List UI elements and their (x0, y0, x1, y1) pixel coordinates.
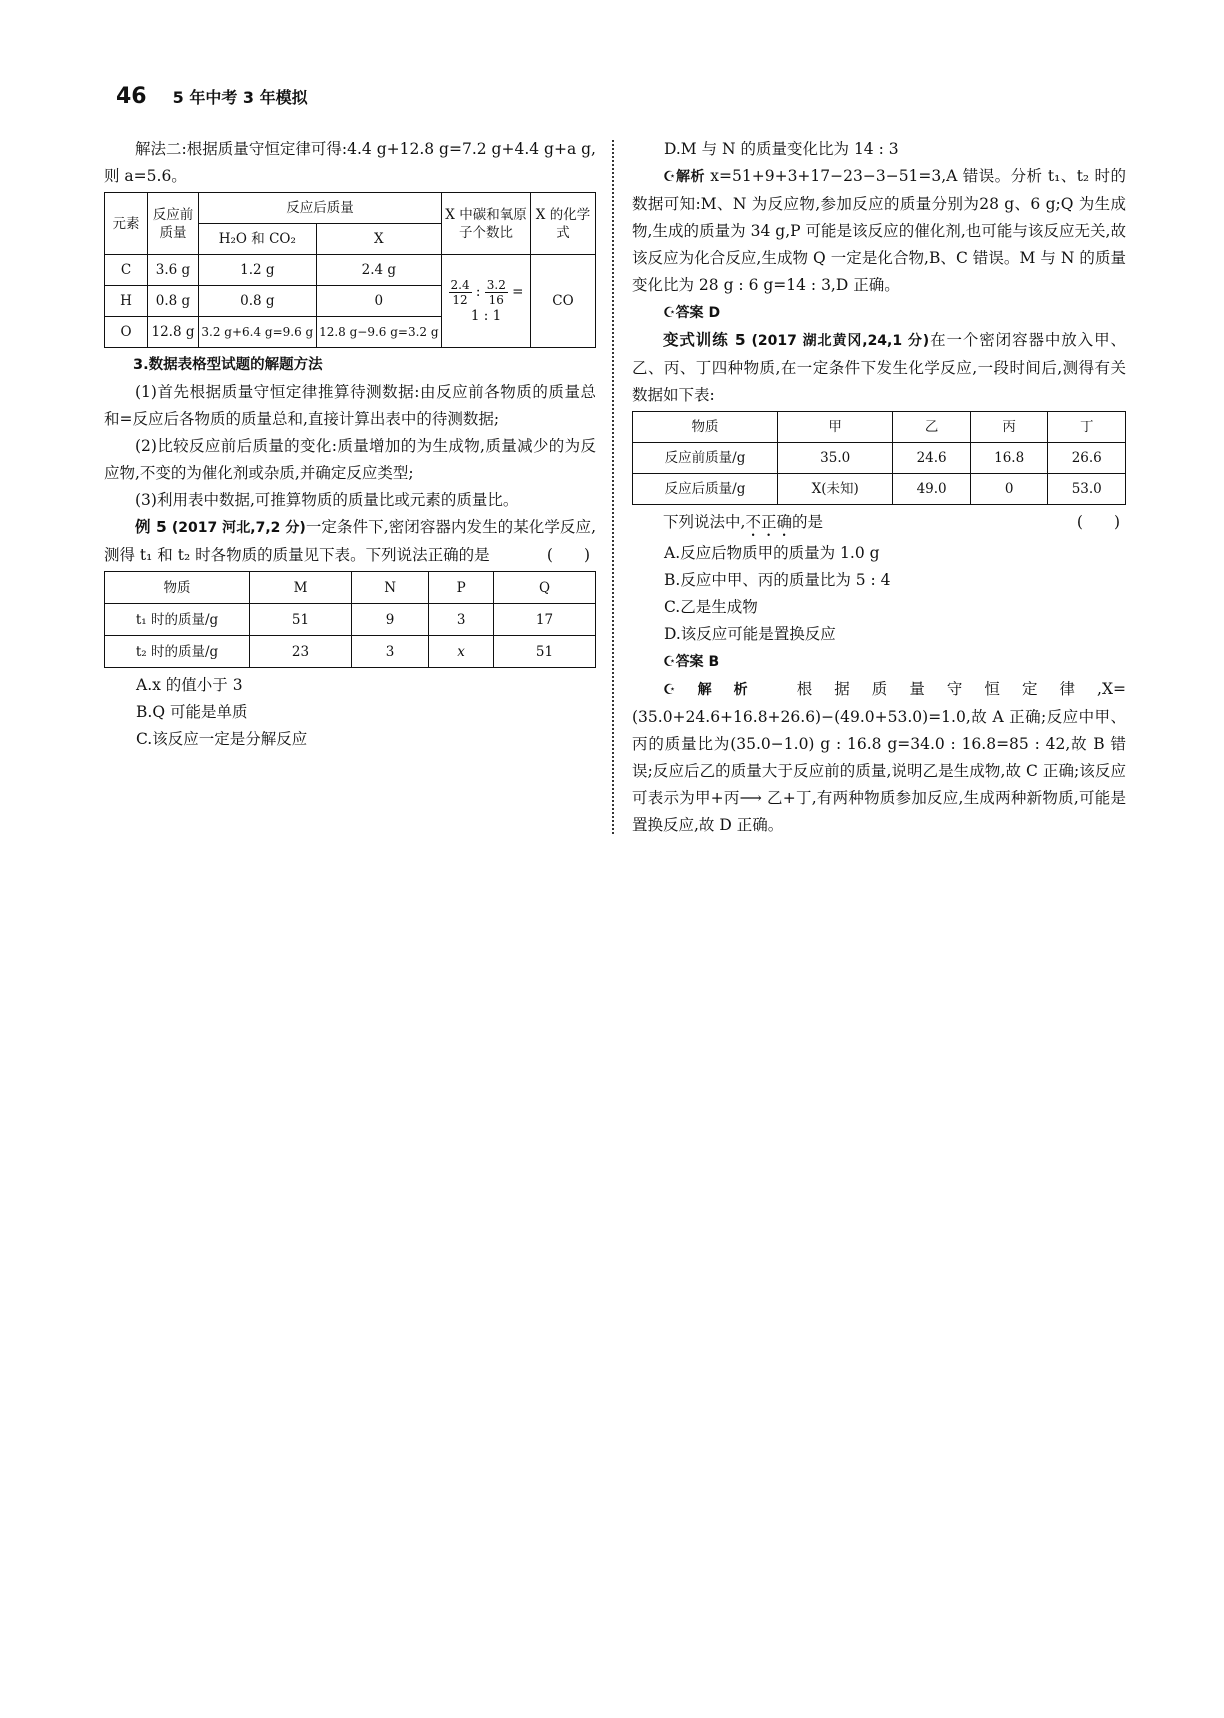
variant-source: (2017 湖北黄冈,24,1 分) (751, 333, 930, 349)
analysis-icon: ☪ (663, 169, 676, 185)
cell: 3 (429, 604, 494, 636)
th: 乙 (893, 412, 971, 443)
cell: 23 (250, 636, 352, 668)
analysis-icon: ☪ (663, 682, 676, 698)
cell: 1.2 g (199, 255, 317, 286)
th-element: 元素 (105, 193, 148, 255)
step-1: (1)首先根据质量守恒定律推算待测数据:由反应前各物质的质量总和=反应后各物质的质量总和,直接计算出表中的待测数据; (104, 383, 596, 428)
cell: 0 (970, 474, 1048, 505)
option-d: D.该反应可能是置换反应 (664, 625, 836, 643)
ratio-equals: = (512, 283, 524, 300)
answer-value: D (708, 305, 721, 321)
numerator: 2.4 (450, 277, 470, 292)
th: M (250, 572, 352, 604)
th-x: X (316, 224, 441, 255)
th: N (351, 572, 428, 604)
ratio-result: 1 : 1 (470, 307, 502, 324)
answer-1 (632, 299, 1126, 327)
cell: 17 (494, 604, 596, 636)
cell: 24.6 (893, 443, 971, 474)
option-c: C.乙是生成物 (664, 598, 758, 616)
fraction (485, 278, 508, 307)
method-two-text: 解法二:根据质量守恒定律可得:4.4 g+12.8 g=7.2 g+4.4 g+a g,则 a=5.6。 (104, 140, 596, 185)
answer-icon: ☪ (663, 654, 676, 670)
table-row (633, 443, 1126, 474)
th: P (429, 572, 494, 604)
formula-cell: CO (531, 255, 596, 348)
example-text: 一定条件下,密闭容器内发生的某化学反应,测得 t₁ 和 t₂ 时各物质的质量见下表。下列说法正确的是 (104, 518, 596, 564)
answer-2 (632, 648, 1126, 676)
cell: t₁ 时的质量/g (105, 604, 250, 636)
page-number: 46 (116, 84, 147, 109)
table-header (633, 412, 1126, 443)
cell: X(未知) (778, 474, 893, 505)
option-a: A.x 的值小于 3 (136, 676, 243, 694)
page-header (116, 84, 308, 109)
cell: 2.4 g (316, 255, 441, 286)
answer-icon: ☪ (663, 305, 676, 321)
step-3: (3)利用表中数据,可推算物质的质量比或元素的质量比。 (135, 491, 519, 509)
cell: 49.0 (893, 474, 971, 505)
question-text: 下列说法中, (663, 513, 746, 531)
option-b: B.Q 可能是单质 (136, 703, 248, 721)
ratio-cell (442, 255, 531, 348)
element-mass-table (104, 192, 596, 348)
denominator: 12 (452, 292, 468, 307)
reaction-mass-table (632, 411, 1126, 505)
option-d: D.M 与 N 的质量变化比为 14 : 3 (664, 140, 899, 158)
answer-label: 答案 (675, 654, 704, 670)
th: 物质 (633, 412, 778, 443)
cell: 3.2 g+6.4 g=9.6 g (199, 317, 317, 348)
section-title: 3.数据表格型试题的解题方法 (133, 357, 323, 373)
answer-label: 答案 (675, 305, 704, 321)
cell: x (429, 636, 494, 668)
cell: 0.8 g (199, 286, 317, 317)
table-row (105, 255, 596, 286)
table-header (105, 572, 596, 604)
substance-mass-table (104, 571, 596, 668)
option-a: A.反应后物质甲的质量为 1.0 g (664, 544, 880, 562)
th: Q (494, 572, 596, 604)
analysis-text: x=51+9+3+17−23−3−51=3,A 错误。分析 t₁、t₂ 时的数据可知:M、N 为反应物,参加反应的质量分别为28 g、6 g;Q 为生成物,生成的质量为 34 g,P 可能是该反应的催化剂,也可能与该反应无关,故该反应为化合反应,生成物 Q 一定是化合物,B、C 错误。M 与 N 的质量变化比为 28 g : 6 g=14 : 3,D 正确。 (632, 167, 1126, 294)
left-column (104, 136, 596, 753)
cell: 9 (351, 604, 428, 636)
column-divider (612, 140, 614, 834)
example-source: (2017 河北,7,2 分) (171, 520, 306, 536)
option-c: C.该反应一定是分解反应 (136, 730, 308, 748)
th-ratio: X 中碳和氧原子个数比 (442, 193, 531, 255)
table-row (105, 636, 596, 668)
cell: 16.8 (970, 443, 1048, 474)
cell: H (105, 286, 148, 317)
cell: 0 (316, 286, 441, 317)
cell: 反应后质量/g (633, 474, 778, 505)
option-b: B.反应中甲、丙的质量比为 5 : 4 (664, 571, 891, 589)
numerator: 3.2 (486, 277, 506, 292)
cell: 35.0 (778, 443, 893, 474)
analysis-2 (632, 676, 1126, 839)
step-2: (2)比较反应前后质量的变化:质量增加的为生成物,质量减少的为反应物,不变的为催化剂或杂质,并确定反应类型; (104, 437, 596, 482)
th-formula: X 的化学式 (531, 193, 596, 255)
cell: 3 (351, 636, 428, 668)
question-emphasis: 不正确 (745, 513, 792, 531)
cell: 51 (250, 604, 352, 636)
cell: C (105, 255, 148, 286)
th-after-mass: 反应后质量 (199, 193, 442, 224)
cell: 反应前质量/g (633, 443, 778, 474)
answer-paren: ( ) (546, 546, 590, 564)
th-h2o-co2: H₂O 和 CO₂ (199, 224, 317, 255)
cell: 12.8 g−9.6 g=3.2 g (316, 317, 441, 348)
answer-value: B (708, 654, 720, 670)
answer-paren: ( ) (1076, 513, 1120, 531)
example-label: 例 5 (135, 518, 167, 536)
variant-5 (632, 327, 1126, 409)
example-5 (104, 514, 596, 569)
analysis-1 (632, 163, 1126, 299)
cell: 0.8 g (148, 286, 199, 317)
analysis-label: 解析 (675, 682, 770, 698)
fraction (449, 278, 472, 307)
variant-text: 在一个密闭容器中放入甲、乙、丙、丁四种物质,在一定条件下发生化学反应,一段时间后,测得有关数据如下表: (632, 331, 1126, 404)
th: 甲 (778, 412, 893, 443)
book-title: 5 年中考 3 年模拟 (172, 88, 308, 107)
th-before-mass: 反应前质量 (148, 193, 199, 255)
cell: O (105, 317, 148, 348)
th: 丙 (970, 412, 1048, 443)
analysis-text: 根据质量守恒定律,X=(35.0+24.6+16.8+26.6)−(49.0+53.0)=1.0,故 A 正确;反应中甲、丙的质量比为(35.0−1.0) g : 16.8 g=34.0 : 16.8=85 : 42,故 B 错误;反应后乙的质量大于反应前的质量,说明乙是生成物,故 C 正确;该反应可表示为甲+丙⟶ 乙+丁,有两种物质参加反应,生成两种新物质,可能是置换反应,故 D 正确。 (632, 680, 1127, 834)
cell: 3.6 g (148, 255, 199, 286)
variant-label: 变式训练 5 (663, 331, 746, 349)
denominator: 16 (488, 292, 504, 307)
question-text-end: 的是 (791, 513, 823, 531)
table-row (633, 474, 1126, 505)
th: 物质 (105, 572, 250, 604)
cell: 53.0 (1048, 474, 1126, 505)
table-row (105, 604, 596, 636)
cell: 12.8 g (148, 317, 199, 348)
variant-question (632, 509, 1126, 540)
cell: 51 (494, 636, 596, 668)
cell: t₂ 时的质量/g (105, 636, 250, 668)
analysis-label: 解析 (675, 169, 705, 185)
ratio-colon: : (475, 283, 481, 300)
th: 丁 (1048, 412, 1126, 443)
cell: 26.6 (1048, 443, 1126, 474)
right-column (632, 136, 1126, 839)
